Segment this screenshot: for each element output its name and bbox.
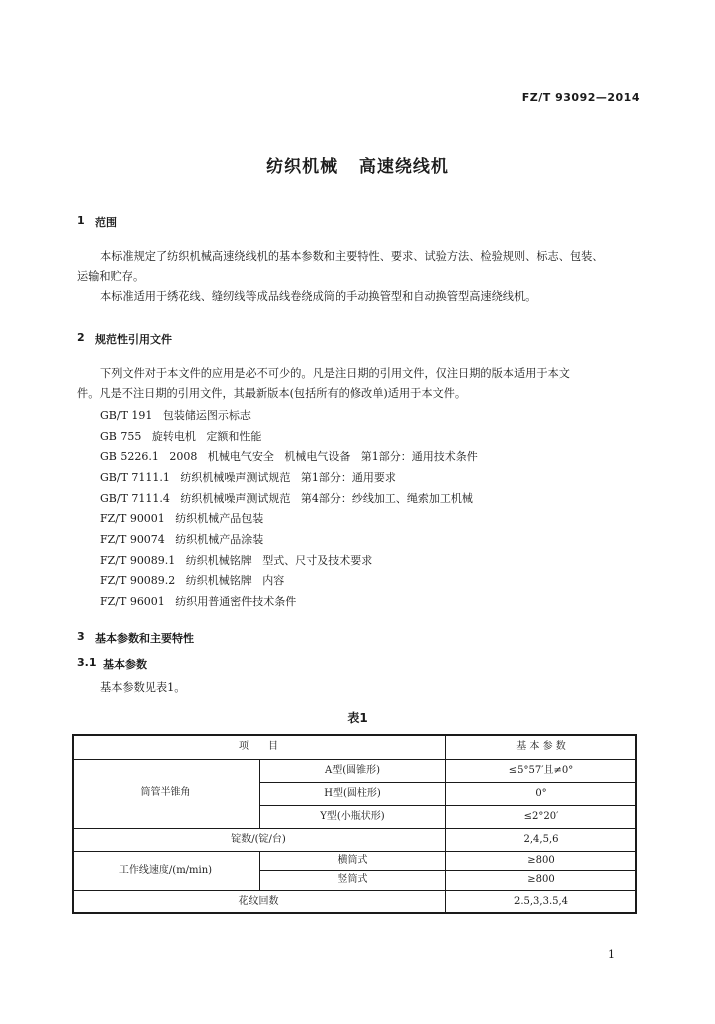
- table-row-divider: [72, 759, 637, 760]
- table-cell-pattern-label: 花纹回数: [238, 896, 279, 907]
- reference-item: FZ/T 96001 纺织用普通密件技术条件: [100, 595, 297, 608]
- page-number: 1: [608, 948, 615, 961]
- reference-item: GB/T 7111.4 纺织机械噪声测试规范 第4部分：纱线加工、绳索加工机械: [100, 492, 473, 505]
- reference-item: GB 5226.1 2008 机械电气安全 机械电气设备 第1部分：通用技术条件: [100, 450, 478, 463]
- table-cell-type-y-label: Y型(小瓶状形): [320, 811, 385, 822]
- reference-item: GB/T 7111.1 纺织机械噪声测试规范 第1部分：通用要求: [100, 471, 396, 484]
- section-1-paragraph-line-1: 本标准规定了纺织机械高速绕线机的基本参数和主要特性、要求、试验方法、检验规则、标志、包装、: [100, 250, 604, 263]
- table-row-divider: [72, 890, 637, 891]
- table-row-divider: [259, 805, 637, 806]
- reference-item: GB 755 旋转电机 定额和性能: [100, 430, 262, 443]
- subsection-3-1-heading: 基本参数: [103, 658, 147, 671]
- table-row-divider: [259, 870, 637, 871]
- table-header-parameter: 基 本 参 数: [516, 741, 566, 752]
- section-3-text: 基本参数见表1。: [100, 681, 186, 694]
- table-cell-vertical-label: 竖筒式: [337, 874, 368, 885]
- table-cell-horizontal-value: ≥800: [527, 855, 555, 866]
- table-column-divider: [445, 734, 446, 914]
- table-row-divider: [72, 828, 637, 829]
- section-2-number: 2: [77, 331, 85, 344]
- table-cell-type-a-label: A型(圆锥形): [324, 765, 381, 776]
- table-cell-type-h-value: 0°: [535, 788, 547, 799]
- table-cell-pattern-value: 2.5,3,3.5,4: [513, 896, 569, 907]
- table-group-cone-angle: 筒管半锥角: [140, 787, 191, 798]
- table-row-divider: [259, 782, 637, 783]
- table-border-left: [72, 734, 74, 914]
- table-caption: 表1: [347, 711, 368, 725]
- reference-item: FZ/T 90074 纺织机械产品涂装: [100, 533, 264, 546]
- table-cell-type-y-value: ≤2°20′: [523, 811, 559, 822]
- subsection-3-1-number: 3.1: [77, 656, 97, 669]
- section-1-paragraph-line-2: 运输和贮存。: [77, 270, 145, 283]
- table-header-item: 项 目: [238, 741, 279, 752]
- section-1-number: 1: [77, 214, 85, 227]
- section-3-heading: 基本参数和主要特性: [95, 632, 194, 645]
- section-2-intro-line-1: 下列文件对于本文件的应用是必不可少的。凡是注日期的引用文件，仅注日期的版本适用于本文: [100, 367, 570, 380]
- section-2-heading: 规范性引用文件: [95, 333, 172, 346]
- table-cell-spindles-label: 锭数/(锭/台): [231, 834, 286, 845]
- section-2-intro-line-2: 件。凡是不注日期的引用文件，其最新版本(包括所有的修改单)适用于本文件。: [77, 387, 467, 400]
- table-group-line-speed: 工作线速度/(m/min): [118, 865, 213, 876]
- table-row-divider: [72, 851, 637, 852]
- section-1-heading: 范围: [95, 216, 117, 229]
- table-cell-vertical-value: ≥800: [527, 874, 555, 885]
- reference-item: GB/T 191 包装储运图示标志: [100, 409, 251, 422]
- reference-item: FZ/T 90089.1 纺织机械铭牌 型式、尺寸及技术要求: [100, 554, 373, 567]
- section-3-number: 3: [77, 630, 85, 643]
- table-cell-type-a-value: ≤5°57′且≠0°: [508, 765, 574, 776]
- table-cell-type-h-label: H型(圆柱形): [324, 788, 381, 799]
- table-border-top: [72, 734, 637, 736]
- reference-item: FZ/T 90001 纺织机械产品包装: [100, 512, 264, 525]
- reference-item: FZ/T 90089.2 纺织机械铭牌 内容: [100, 574, 285, 587]
- table-border-right: [635, 734, 637, 914]
- standard-number: FZ/T 93092—2014: [521, 91, 640, 104]
- table-cell-horizontal-label: 横筒式: [337, 855, 368, 866]
- section-1-paragraph-line-3: 本标准适用于绣花线、缝纫线等成品线卷绕成筒的手动换管型和自动换管型高速绕线机。: [100, 290, 537, 303]
- table-cell-spindles-value: 2,4,5,6: [523, 834, 559, 845]
- table-border-bottom: [72, 912, 637, 914]
- parameter-table: [72, 734, 637, 914]
- document-title: 纺织机械 高速绕线机: [266, 157, 449, 177]
